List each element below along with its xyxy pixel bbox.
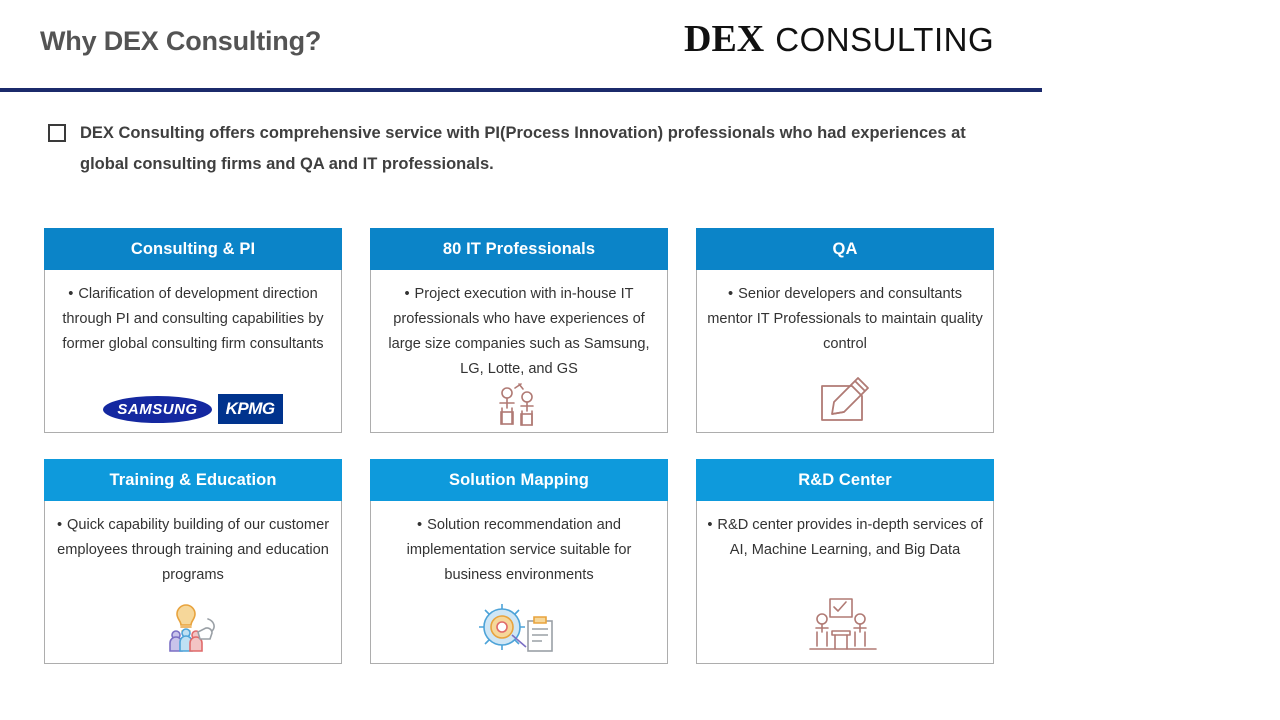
card-description: Project execution with in-house IT professionals who have experiences of large size companies such as Samsung, LG, Lotte, and GS [388, 286, 650, 378]
card-text [707, 513, 983, 563]
kpmg-logo: KPMG [218, 394, 283, 424]
card-text [381, 513, 657, 588]
bullet-icon: • [727, 286, 734, 302]
card-it-professionals[interactable] [370, 228, 668, 433]
card-body [44, 270, 342, 433]
card-body [370, 501, 668, 664]
card-training-education[interactable] [44, 459, 342, 664]
bullet-icon: • [404, 286, 410, 302]
intro-bullet [48, 118, 1008, 181]
card-title: QA [696, 228, 994, 270]
header-divider [0, 88, 1042, 92]
card-title: Training & Education [44, 459, 342, 501]
partner-logos-art [55, 368, 331, 424]
card-rnd-center[interactable] [696, 459, 994, 664]
square-bullet-icon [48, 124, 66, 142]
brand-logo-primary: DEX [684, 18, 765, 60]
card-body [44, 501, 342, 664]
intro-text: DEX Consulting offers comprehensive service with PI(Process Innovation) professionals who had experiences at global consulting firms and QA and IT professionals. [80, 124, 966, 174]
slide-header [0, 0, 1280, 92]
pencil-document-icon [707, 368, 983, 424]
samsung-logo: SAMSUNG [103, 396, 211, 423]
card-description: Senior developers and consultants mentor IT Professionals to maintain quality control [707, 286, 983, 353]
card-text [381, 282, 657, 382]
people-icon [381, 382, 657, 436]
brand-logo-secondary: CONSULTING [775, 21, 995, 58]
idea-team-icon [55, 599, 331, 655]
card-qa[interactable] [696, 228, 994, 433]
gear-checklist-icon [381, 599, 657, 655]
card-title: 80 IT Professionals [370, 228, 668, 270]
bullet-icon: • [707, 517, 713, 533]
card-description: Solution recommendation and implementation service suitable for business environments [406, 517, 632, 584]
bullet-icon: • [68, 286, 74, 302]
card-description: Clarification of development direction through PI and consulting capabilities by former global consulting firm consultants [62, 286, 324, 353]
card-title: Consulting & PI [44, 228, 342, 270]
card-consulting-pi[interactable] [44, 228, 342, 433]
card-text [55, 513, 331, 588]
card-text [55, 282, 331, 357]
card-text [707, 282, 983, 357]
card-title: Solution Mapping [370, 459, 668, 501]
research-people-icon [707, 599, 983, 655]
card-body [696, 501, 994, 664]
card-grid [44, 228, 996, 664]
bullet-icon: • [416, 517, 423, 533]
page-title: Why DEX Consulting? [40, 26, 322, 56]
card-body [696, 270, 994, 433]
card-solution-mapping[interactable] [370, 459, 668, 664]
bullet-icon: • [56, 517, 63, 533]
card-description: Quick capability building of our customer employees through training and education programs [57, 517, 330, 584]
card-description: R&D center provides in-depth services of AI, Machine Learning, and Big Data [717, 517, 983, 559]
card-body [370, 270, 668, 433]
card-title: R&D Center [696, 459, 994, 501]
brand-logo [684, 20, 994, 58]
logo-row [103, 394, 282, 424]
